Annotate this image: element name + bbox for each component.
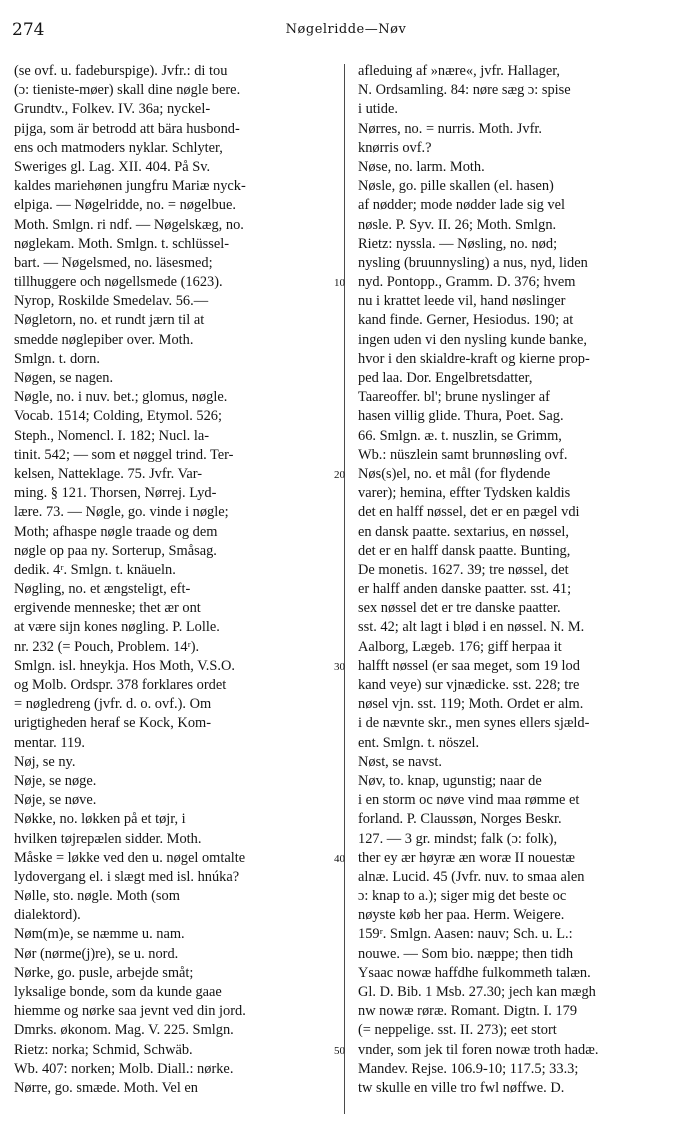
text-line: hvor i den skialdre-kraft og kierne prop- [358, 350, 590, 367]
text-line: ent. Smlgn. t. nöszel. [358, 734, 480, 751]
line-number: 20 [334, 469, 345, 482]
text-line: hvilken tøjrepælen sidder. Moth. [14, 830, 202, 847]
text-line: Nøkke, no. løkken på et tøjr, i [14, 811, 186, 828]
text-line: Rietz: norka; Schmid, Schwäb. [14, 1041, 193, 1058]
text-line: kaldes mariehønen jungfru Mariæ nyck- [14, 178, 246, 195]
text-line: 66. Smlgn. æ. t. nuszlin, se Grimm, [358, 427, 562, 444]
text-line: tillhuggere och nøgellsmede (1623). [14, 274, 223, 291]
text-line: ɔ: knap to a.); siger mig det beste oc [358, 888, 567, 905]
text-line: Nøv, to. knap, ugunstig; naar de [358, 772, 542, 789]
text-line: nr. 232 (= Pouch, Problem. 14ʳ). [14, 638, 200, 655]
text-line: urigtigheden heraf se Kock, Kom- [14, 715, 212, 732]
text-line: nøyste køb her paa. Herm. Weigere. [358, 907, 565, 924]
text-line: knørris ovf.? [358, 139, 432, 156]
text-line: i en storm oc nøve vind maa rømme et [358, 792, 580, 809]
text-line: halfft nøssel (er saa meget, som 19 lod [358, 657, 580, 674]
text-line: Smlgn. t. dorn. [14, 350, 100, 367]
text-line: Rietz: nyssla. — Nøsling, no. nød; [358, 235, 558, 252]
left-column [14, 62, 332, 1098]
text-line: af nødder; mode nødder lade sig vel [358, 197, 565, 214]
text-line: N. Ordsamling. 84: nøre sæg ɔ: spise [358, 82, 571, 99]
text-line: nu i krattet leede vil, hand nøslinger [358, 293, 566, 310]
text-line: Dmrks. økonom. Mag. V. 225. Smlgn. [14, 1022, 234, 1039]
text-line: bart. — Nøgelsmed, no. läsesmed; [14, 254, 213, 271]
text-line: at være sijn kones nøgling. P. Lolle. [14, 619, 220, 636]
text-line: = nøgledreng (jvfr. d. o. ovf.). Om [14, 696, 212, 713]
text-line: nyd. Pontopp., Gramm. D. 376; hvem [358, 274, 576, 291]
text-line: Måske = løkke ved den u. nøgel omtalte [14, 849, 246, 866]
text-line: det en halff nøssel, det er en pægel vdi [358, 504, 580, 521]
text-line: ergivende menneske; thet ær ont [14, 600, 201, 617]
text-line: alnæ. Lucid. 45 (Jvfr. nuv. to smaa alen [358, 868, 585, 885]
text-line: tinit. 542; — som et nøggel trind. Ter- [14, 446, 234, 463]
text-line: det er en halff dansk paatte. Bunting, [358, 542, 571, 559]
text-line: dedik. 4ʳ. Smlgn. t. knäueln. [14, 561, 176, 578]
column-divider [344, 64, 345, 1114]
text-line: Sweriges gl. Lag. XII. 404. På Sv. [14, 158, 211, 175]
text-line: varer); hemina, effter Tydsken kaldis [358, 485, 571, 502]
text-line: Nøgen, se nagen. [14, 370, 114, 386]
text-line: nøgle op paa ny. Sorterup, Småsag. [14, 542, 217, 559]
text-line: ming. § 121. Thorsen, Nørrej. Lyd- [14, 485, 217, 502]
text-line: Nøgling, no. et ængsteligt, eft- [14, 581, 191, 598]
text-line: afleduing af »nære«, jvfr. Hallager, [358, 63, 561, 79]
text-line: en dansk paatte. sextarius, en nøssel, [358, 523, 570, 540]
text-line: dialektord). [14, 907, 81, 924]
text-line: hasen villig glide. Thura, Poet. Sag. [358, 408, 564, 425]
text-line: i utide. [358, 101, 398, 118]
text-line: Nøje, se nøge. [14, 772, 97, 789]
text-line: Vocab. 1514; Colding, Etymol. 526; [14, 408, 222, 425]
text-line: Nøje, se nøve. [14, 792, 97, 809]
text-line: De monetis. 1627. 39; tre nøssel, det [358, 561, 569, 578]
line-number: 30 [334, 661, 345, 674]
page-number: 274 [12, 20, 45, 40]
text-line: lydovergang el. i slægt med isl. hnúka? [14, 868, 240, 885]
text-line: ens och matmoders nyklar. Schlyter, [14, 139, 223, 156]
text-line: Nørre, go. smæde. Moth. Vel en [14, 1079, 198, 1096]
text-line: Nørres, no. = nurris. Moth. Jvfr. [358, 120, 542, 137]
text-line: hiemme og nørke saa jevnt ved din jord. [14, 1003, 246, 1020]
text-line: (ɔ: tieniste-møer) skall dine nøgle bere. [14, 82, 241, 99]
text-line: ingen uden vi den nysling kunde banke, [358, 331, 588, 348]
text-line: nouwe. — Som bio. næppe; then tidh [358, 945, 574, 962]
text-line: mentar. 119. [14, 734, 86, 751]
text-line: Smlgn. isl. hneykja. Hos Moth, V.S.O. [14, 657, 235, 674]
text-line: Nølle, sto. nøgle. Moth (som [14, 888, 180, 905]
running-head: Nøgelridde—Nøv [285, 22, 407, 37]
text-line: tw skulle en ville tro fwl nøffwe. D. [358, 1079, 565, 1096]
text-line: kand veye) sur vjnædicke. sst. 228; tre [358, 677, 580, 693]
text-line: Aalborg, Lægeb. 176; giff herpaa it [358, 638, 562, 655]
text-line: er halff anden danske paatter. sst. 41; [358, 581, 572, 598]
text-line: nw nowæ røræ. Romant. Digtn. I. 179 [358, 1003, 578, 1020]
right-column [358, 62, 676, 1098]
text-line: pijga, som är betrodd att bära husbond- [14, 120, 240, 137]
text-line: i de nævnte skr., men synes ellers sjæld- [358, 715, 590, 732]
text-line: (= neppelige. sst. II. 273); eet stort [358, 1022, 557, 1039]
text-line: Nøgletorn, no. et rundt jærn til at [14, 312, 205, 329]
text-line: Nøsle, go. pille skallen (el. hasen) [358, 178, 554, 195]
text-line: Nør (nørme(j)re), se u. nord. [14, 945, 179, 962]
text-line: nøsle. P. Syv. II. 26; Moth. Smlgn. [358, 216, 557, 233]
text-line: Mandev. Rejse. 106.9-10; 117.5; 33.3; [358, 1060, 579, 1077]
text-line: elpiga. — Nøgelridde, no. = nøgelbue. [14, 197, 236, 214]
text-line: nysling (bruunnysling) a nus, nyd, liden [358, 254, 588, 271]
text-line: Nøj, se ny. [14, 753, 76, 770]
text-line: nøglekam. Moth. Smlgn. t. schlüssel- [14, 235, 230, 252]
text-line: kelsen, Natteklage. 75. Jvfr. Var- [14, 465, 203, 482]
text-line: Nøgle, no. i nuv. bet.; glomus, nøgle. [14, 389, 228, 406]
text-line: Nørke, go. pusle, arbejde småt; [14, 964, 194, 981]
text-line: og Molb. Ordspr. 378 forklares ordet [14, 677, 227, 693]
text-line: forland. P. Claussøn, Norges Beskr. [358, 811, 562, 828]
line-number: 40 [334, 853, 345, 866]
text-line: Nøst, se navst. [358, 753, 442, 770]
text-line: 127. — 3 gr. mindst; falk (ɔ: folk), [358, 830, 558, 847]
text-line: Wb. 407: norken; Molb. Diall.: nørke. [14, 1060, 234, 1077]
text-line: Steph., Nomencl. I. 182; Nucl. la- [14, 427, 210, 444]
page-header [0, 20, 692, 46]
text-line: ther ey ær høyræ æn woræ II nouestæ [358, 849, 576, 866]
text-line: Moth; afhaspe nøgle traade og dem [14, 523, 218, 540]
text-line: ped laa. Dor. Engelbretsdatter, [358, 370, 533, 386]
text-line: Nøse, no. larm. Moth. [358, 158, 485, 175]
text-line: Grundtv., Folkev. IV. 36a; nyckel- [14, 101, 211, 118]
text-line: Moth. Smlgn. ri ndf. — Nøgelskæg, no. [14, 216, 244, 233]
text-line: sst. 42; alt lagt i blød i en nøssel. N. M. [358, 619, 585, 636]
text-line: lære. 73. — Nøgle, go. vinde i nøgle; [14, 504, 229, 521]
text-line: Taareoffer. bl'; brune nyslinger af [358, 389, 550, 406]
text-line: sex nøssel det er tre danske paatter. [358, 600, 561, 617]
text-line: (se ovf. u. fadeburspige). Jvfr.: di tou [14, 63, 228, 79]
text-line: nøsel vjn. sst. 119; Moth. Ordet er alm. [358, 696, 584, 713]
text-line: Wb.: nüszlein samt brunnøsling ovf. [358, 446, 568, 463]
line-number: 10 [334, 277, 345, 290]
text-line: vnder, som jek til foren nowæ troth hadæ. [358, 1041, 599, 1058]
text-line: Gl. D. Bib. 1 Msb. 27.30; jech kan mægh [358, 984, 596, 1000]
line-number: 50 [334, 1045, 345, 1058]
text-line: Nøs(s)el, no. et mål (for flydende [358, 465, 551, 482]
text-line: Nyrop, Roskilde Smedelav. 56.— [14, 293, 209, 310]
text-line: Nøm(m)e, se næmme u. nam. [14, 926, 185, 943]
text-line: kand finde. Gerner, Hesiodus. 190; at [358, 312, 574, 329]
text-line: smedde nøglepiber over. Moth. [14, 331, 194, 348]
text-line: Ysaac nowæ haffdhe fulkommeth talæn. [358, 964, 591, 981]
text-line: lyksalige bonde, som da kunde gaae [14, 984, 222, 1000]
text-line: 159ʳ. Smlgn. Aasen: nauv; Sch. u. L.: [358, 926, 573, 943]
